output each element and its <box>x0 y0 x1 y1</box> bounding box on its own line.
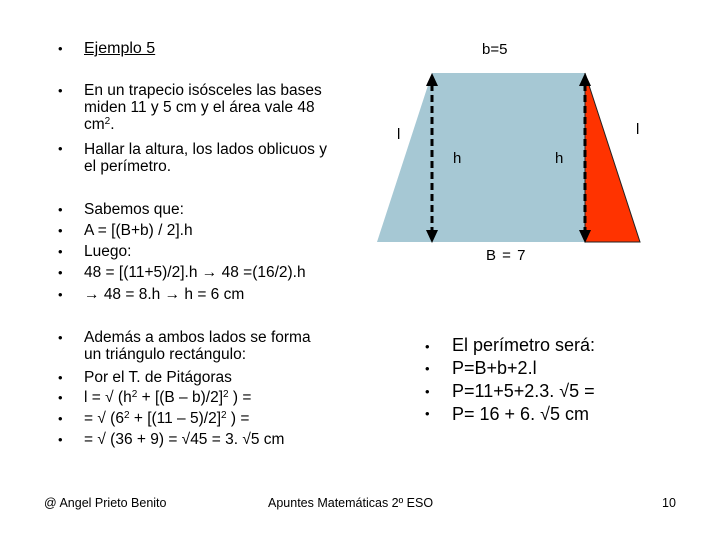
perimeter-line-4: P= 16 + 6. √5 cm <box>452 404 589 424</box>
bullet: • <box>58 141 63 156</box>
bullet: • <box>58 330 63 345</box>
bullet: • <box>58 370 63 385</box>
right-height-label: h <box>555 150 564 167</box>
perimeter-line-2: P=B+b+2.l <box>452 358 537 378</box>
footer-author: @ Angel Prieto Benito <box>44 496 167 510</box>
footer-course: Apuntes Matemáticas 2º ESO <box>268 496 434 510</box>
bullet: • <box>58 390 63 405</box>
sabemos-line-3: Luego: <box>84 243 132 260</box>
ademas-line-2: un triángulo rectángulo: <box>84 346 247 363</box>
large-base-label: B = 7 <box>486 247 527 264</box>
perimeter-line-3: P=11+5+2.3. √5 = <box>452 381 595 401</box>
perimeter-line-1: El perímetro será: <box>452 335 596 355</box>
slide-title: Ejemplo 5 <box>84 40 156 57</box>
bullet: • <box>58 244 63 259</box>
small-base-label: b=5 <box>482 41 508 58</box>
left-side-label: l <box>397 126 401 143</box>
problem-line-1: En un trapecio isósceles las bases <box>84 82 322 99</box>
bullet: • <box>425 406 430 421</box>
ademas-line-3: Por el T. de Pitágoras <box>84 369 232 386</box>
bullet: • <box>58 83 63 98</box>
sabemos-line-2: A = [(B+b) / 2].h <box>84 222 193 239</box>
right-side-label: l <box>636 121 640 138</box>
ademas-line-4: l = √ ($h^2 + [(B - b)/2]^2$ ) = <box>84 389 252 406</box>
bullet: • <box>425 361 430 376</box>
footer-page-number: 10 <box>662 496 676 510</box>
problem-line-3: $cm^2$. <box>84 116 115 133</box>
arrow-icon: → <box>84 286 100 303</box>
bullet: • <box>58 411 63 426</box>
left-height-label: h <box>453 150 462 167</box>
bullet: • <box>425 339 430 354</box>
ademas-line-5: = √ ($6^2 + [(11 - 5)/2]^2$ ) = <box>84 410 250 427</box>
bullet: • <box>58 223 63 238</box>
arrow-icon: → <box>164 286 181 303</box>
bullet: • <box>58 432 63 447</box>
sabemos-line-5: → 48 = 8.h → h = 6 cm <box>84 286 245 303</box>
problem-line-4: Hallar la altura, los lados oblicuos y <box>84 141 327 158</box>
bullet: • <box>58 287 63 302</box>
bullet: • <box>58 41 63 56</box>
sabemos-line-4: 48 = [(11+5)/2].h → 48 =(16/2).h <box>84 264 306 281</box>
bullet: • <box>58 265 63 280</box>
bullet: • <box>58 202 63 217</box>
problem-line-5: el perímetro. <box>84 158 172 175</box>
ademas-line-1: Además a ambos lados se forma <box>84 329 311 346</box>
bullet: • <box>425 384 430 399</box>
ademas-line-6: = √ (36 + 9) = √45 = 3. √5 cm <box>84 431 285 448</box>
arrow-icon: → <box>201 264 218 281</box>
right-triangle <box>585 73 640 242</box>
sabemos-line-1: Sabemos que: <box>84 201 184 218</box>
problem-line-2: miden 11 y 5 cm y el área vale 48 <box>84 99 315 116</box>
